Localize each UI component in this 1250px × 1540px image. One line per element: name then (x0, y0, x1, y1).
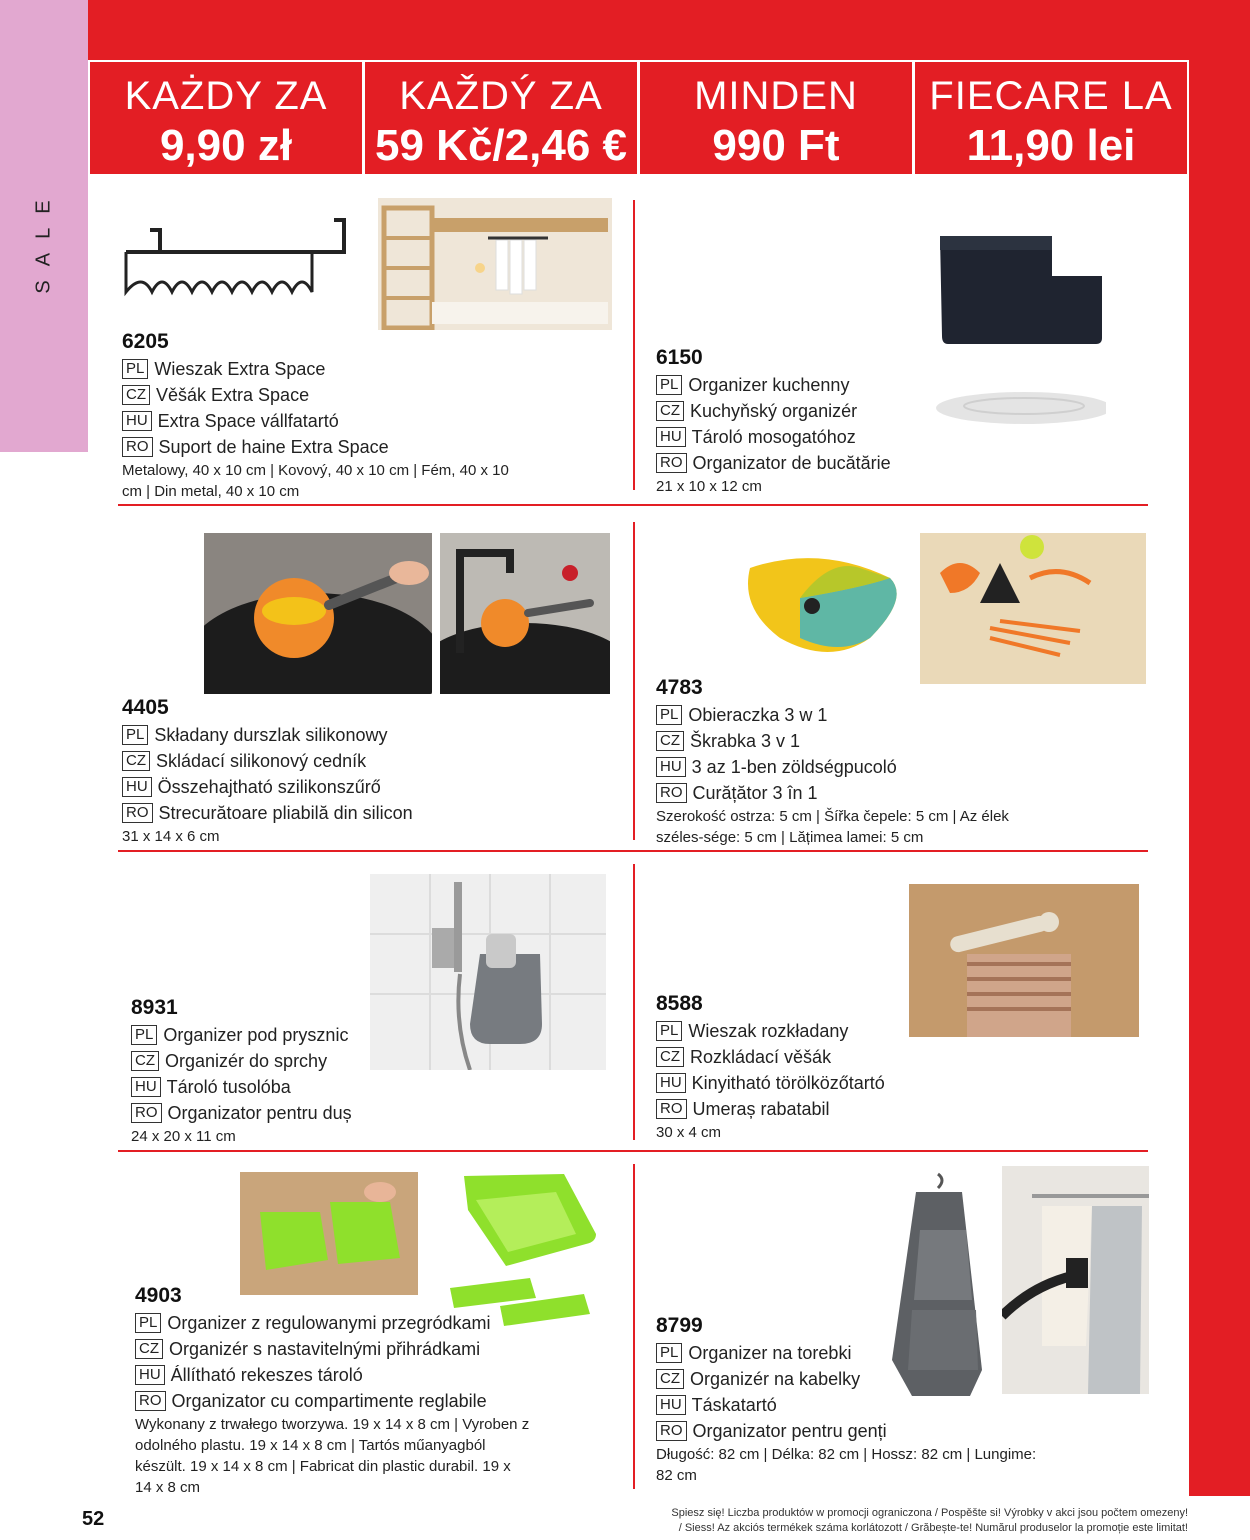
column-divider (633, 200, 635, 490)
product-name: Rozkládací věšák (690, 1047, 832, 1067)
sale-label: SALE (32, 186, 55, 294)
product-details: Metalowy, 40 x 10 cm | Kovový, 40 x 10 cm | Fém, 40 x 10 cm | Din metal, 40 x 10 cm (122, 462, 509, 500)
lang-badge-cz: CZ (656, 731, 684, 751)
product-name: Obieraczka 3 w 1 (688, 705, 828, 725)
lang-badge-hu: HU (656, 1073, 686, 1093)
lang-badge-ro: RO (135, 1391, 166, 1411)
price-box-hu (640, 62, 915, 174)
name-ro (656, 1096, 886, 1122)
name-hu (122, 408, 512, 434)
product-4903 (135, 1282, 530, 1498)
product-name: Tároló mosogatóhoz (691, 427, 856, 447)
name-hu (656, 424, 1056, 450)
product-code: 8931 (131, 996, 178, 1019)
product-6205 (122, 328, 512, 502)
product-name: Organizer z regulowanymi przegródkami (167, 1313, 491, 1333)
price-label: FIECARE LA (929, 74, 1173, 118)
name-pl (135, 1310, 530, 1336)
hanger-photo (112, 212, 352, 302)
product-name: Organizator cu compartimente reglabile (171, 1391, 487, 1411)
product-name: Składany durszlak silikonowy (154, 725, 388, 745)
lang-badge-pl: PL (131, 1025, 157, 1045)
lang-badge-pl: PL (656, 1021, 682, 1041)
product-name: Organizér s nastavitelnými přihrádkami (169, 1339, 481, 1359)
name-hu (656, 1392, 1046, 1418)
product-code: 6150 (656, 346, 703, 369)
lang-badge-hu: HU (656, 1395, 686, 1415)
name-ro (135, 1388, 530, 1414)
product-name: Organizer na torebki (688, 1343, 852, 1363)
product-name: Wieszak Extra Space (154, 359, 326, 379)
bunk-bed-photo (378, 198, 612, 330)
product-8588 (656, 990, 886, 1143)
lang-badge-cz: CZ (122, 385, 150, 405)
peeler-photo (740, 548, 916, 664)
product-name: Umeraș rabatabil (692, 1099, 830, 1119)
name-ro (131, 1100, 361, 1126)
product-name: Organizator pentru genți (692, 1421, 887, 1441)
row-divider (118, 504, 1148, 506)
lang-badge-cz: CZ (656, 1047, 684, 1067)
price-banner (88, 60, 1189, 176)
lang-badge-hu: HU (135, 1365, 165, 1385)
lang-badge-pl: PL (122, 359, 148, 379)
name-cz (135, 1336, 530, 1362)
colander-tap-photo (440, 533, 610, 694)
lang-badge-ro: RO (656, 1099, 687, 1119)
row-divider (118, 850, 1148, 852)
lang-badge-cz: CZ (131, 1051, 159, 1071)
left-margin (0, 452, 88, 1540)
product-details: 30 x 4 cm (656, 1124, 722, 1141)
product-name: Organizator de bucătărie (692, 453, 891, 473)
name-ro (656, 780, 1056, 806)
lang-badge-hu: HU (122, 777, 152, 797)
name-ro (656, 450, 1056, 476)
product-name: Věšák Extra Space (156, 385, 310, 405)
green-organizer-photo (240, 1172, 418, 1295)
name-pl (656, 1340, 1046, 1366)
name-ro (122, 434, 512, 460)
product-details: Wykonany z trwałego tworzywa. 19 x 14 x 8 cm | Vyroben z odolného plastu. 19 x 14 x 8 cm | Tartós műanyagból készült. 19 x 14 x 8 cm | Fabricat din plastic durabil. 19 x 14 x 8 cm (135, 1416, 530, 1496)
name-hu (656, 754, 1056, 780)
lang-badge-ro: RO (122, 803, 153, 823)
product-name: Organizer pod prysznic (163, 1025, 349, 1045)
lang-badge-pl: PL (656, 1343, 682, 1363)
price-label: MINDEN (694, 74, 858, 118)
sale-side-strip (0, 0, 88, 452)
price-value: 9,90 zł (159, 121, 293, 170)
product-details: 24 x 20 x 11 cm (131, 1128, 236, 1145)
column-divider (633, 864, 635, 1140)
price-label: KAŽDÝ ZA (399, 74, 603, 118)
product-name: 3 az 1-ben zöldségpucoló (691, 757, 897, 777)
product-name: Extra Space vállfatartó (157, 411, 339, 431)
product-code: 6205 (122, 330, 169, 353)
product-name: Skládací silikonový cedník (156, 751, 367, 771)
name-cz (656, 1366, 1046, 1392)
column-divider (633, 1164, 635, 1489)
towel-hanger-photo (909, 884, 1139, 1037)
product-details: Długość: 82 cm | Délka: 82 cm | Hossz: 82 cm | Lungime: 82 cm (656, 1446, 1037, 1484)
name-ro (656, 1418, 1046, 1444)
lang-badge-hu: HU (656, 427, 686, 447)
column-divider (633, 522, 635, 840)
product-details: 31 x 14 x 6 cm (122, 828, 220, 845)
product-name: Kuchyňský organizér (690, 401, 858, 421)
price-label: KAŻDY ZA (124, 74, 328, 118)
product-name: Strecurătoare pliabilă din silicon (158, 803, 413, 823)
product-name: Organizator pentru duș (167, 1103, 352, 1123)
product-4783 (656, 674, 1056, 848)
name-pl (122, 722, 522, 748)
product-name: Škrabka 3 v 1 (690, 731, 801, 751)
product-6150 (656, 344, 1056, 497)
product-name: Curățător 3 în 1 (692, 783, 818, 803)
product-name: Suport de haine Extra Space (158, 437, 389, 457)
colander-sink-photo (204, 533, 432, 694)
peeler-cutting-board-photo (920, 533, 1146, 684)
name-pl (131, 1022, 361, 1048)
product-code: 4783 (656, 676, 703, 699)
name-pl (656, 1018, 886, 1044)
name-hu (131, 1074, 361, 1100)
lang-badge-ro: RO (656, 1421, 687, 1441)
product-name: Organizer kuchenny (688, 375, 850, 395)
price-value: 59 Kč/2,46 € (375, 121, 627, 170)
product-name: Organizér do sprchy (165, 1051, 328, 1071)
row-divider (118, 1150, 1148, 1152)
product-name: Wieszak rozkładany (688, 1021, 849, 1041)
product-code: 8799 (656, 1314, 703, 1337)
shower-organizer-photo (370, 874, 606, 1070)
name-cz (131, 1048, 361, 1074)
name-cz (122, 382, 512, 408)
lang-badge-cz: CZ (656, 1369, 684, 1389)
product-name: Kinyitható törölközőtartó (691, 1073, 885, 1093)
lang-badge-pl: PL (122, 725, 148, 745)
name-hu (122, 774, 522, 800)
lang-badge-ro: RO (131, 1103, 162, 1123)
lang-badge-pl: PL (135, 1313, 161, 1333)
product-4405 (122, 694, 522, 847)
lang-badge-ro: RO (656, 453, 687, 473)
lang-badge-pl: PL (656, 705, 682, 725)
product-details: 21 x 10 x 12 cm (656, 478, 762, 495)
price-box-cz (365, 62, 640, 174)
name-cz (122, 748, 522, 774)
lang-badge-cz: CZ (122, 751, 150, 771)
lang-badge-hu: HU (131, 1077, 161, 1097)
name-cz (656, 398, 1056, 424)
name-pl (656, 372, 1056, 398)
product-8931 (131, 994, 361, 1147)
product-name: Összehajtható szilikonszűrő (157, 777, 381, 797)
lang-badge-cz: CZ (656, 401, 684, 421)
name-pl (656, 702, 1056, 728)
price-box-pl (90, 62, 365, 174)
name-pl (122, 356, 512, 382)
name-hu (656, 1070, 886, 1096)
product-code: 4405 (122, 696, 169, 719)
price-value: 990 Ft (712, 121, 840, 170)
lang-badge-cz: CZ (135, 1339, 163, 1359)
product-name: Organizér na kabelky (690, 1369, 861, 1389)
price-box-ro (915, 62, 1187, 174)
name-cz (656, 1044, 886, 1070)
product-code: 4903 (135, 1284, 182, 1307)
lang-badge-ro: RO (656, 783, 687, 803)
product-details: Szerokość ostrza: 5 cm | Šířka čepele: 5 cm | Az élek széles-sége: 5 cm | Lățimea lamei: 5 cm (656, 808, 1009, 846)
price-value: 11,90 lei (966, 121, 1136, 170)
name-cz (656, 728, 1056, 754)
lang-badge-pl: PL (656, 375, 682, 395)
lang-badge-hu: HU (122, 411, 152, 431)
lang-badge-ro: RO (122, 437, 153, 457)
name-ro (122, 800, 522, 826)
product-name: Tároló tusolóba (166, 1077, 291, 1097)
name-hu (135, 1362, 530, 1388)
product-code: 8588 (656, 992, 703, 1015)
product-8799 (656, 1312, 1046, 1486)
product-name: Táskatartó (691, 1395, 777, 1415)
footer-disclaimer: Spiesz się! Liczba produktów w promocji ograniczona / Pospěšte si! Výrobky v akci jsou počtem omezeny! / Siess! Az akciós termékek száma korlátozott / Grăbește-te! Numărul produselor la promoție este limitat! (671, 1507, 1188, 1534)
product-name: Állítható rekeszes tároló (170, 1365, 363, 1385)
lang-badge-hu: HU (656, 757, 686, 777)
page-number: 52 (82, 1508, 105, 1530)
